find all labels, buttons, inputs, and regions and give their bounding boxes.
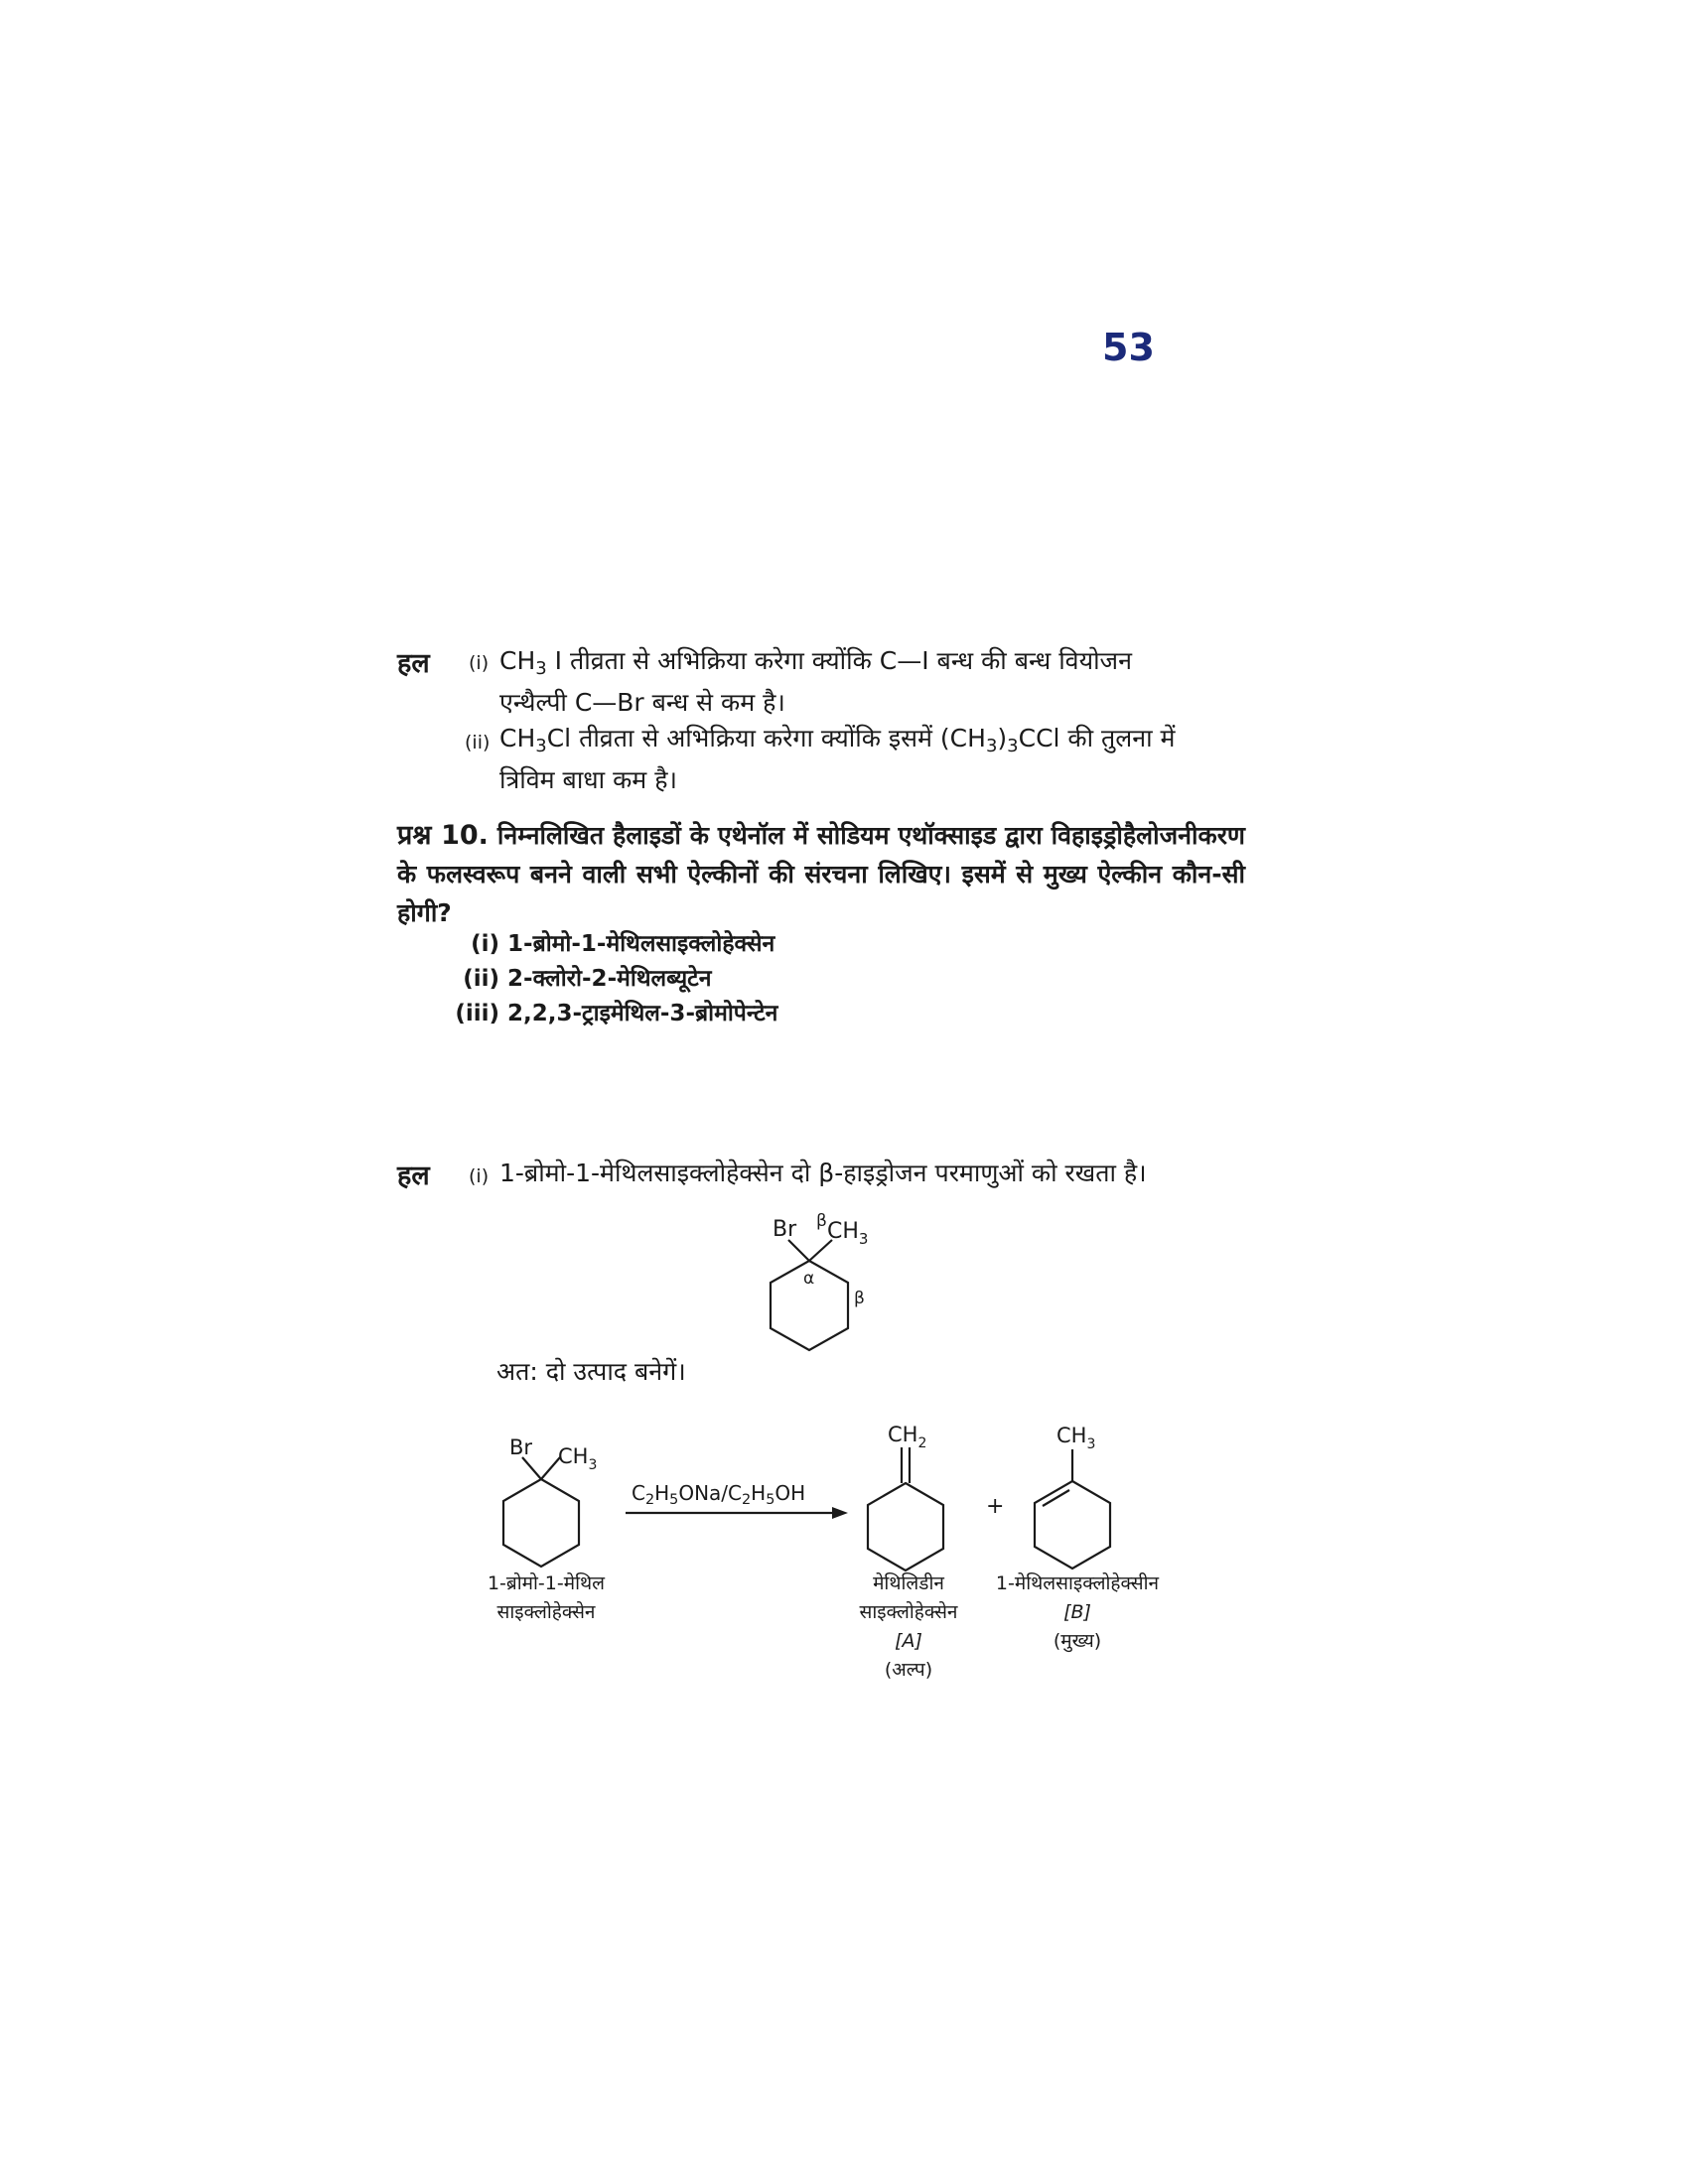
- question-10: [397, 816, 1245, 932]
- ch2-label: $CH_2$: [888, 1423, 927, 1451]
- cyclohexane-ring: [503, 1479, 579, 1567]
- reactant-name: 1-ब्रोमो-1-मेथिल साइक्लोहेक्सेन: [487, 1572, 606, 1623]
- beta2-label: β: [854, 1289, 865, 1308]
- question-items: [452, 927, 849, 1031]
- product-b-name: 1-मेथिलसाइक्लोहेक्सीन [B] (मुख्य): [995, 1572, 1160, 1652]
- product-a-name: मेथिलिडीन साइक्लोहेक्सेन [A] (अल्प): [859, 1572, 958, 1681]
- answer1-part-i-line2: एन्थैल्पी C—Br बन्ध से कम है।: [499, 688, 785, 717]
- bromomethylcyclohexane-structure: [755, 1196, 904, 1355]
- ch3-label: $CH_3$: [558, 1444, 598, 1473]
- answer1-part-ii-line2: त्रिविम बाधा कम है।: [499, 765, 677, 794]
- ch3-label: $CH_3$: [827, 1219, 869, 1248]
- question-item: (iii) 2,2,3-ट्राइमेथिल-3-ब्रोमोपेन्टेन: [455, 1001, 778, 1026]
- answer2-text: 1-ब्रोमो-1-मेथिलसाइक्लोहेक्सेन दो β-हाइड्रोजन परमाणुओं को रखता है।: [499, 1159, 1147, 1187]
- page-number: 53: [1102, 326, 1155, 369]
- br-label: Br: [773, 1217, 797, 1242]
- answer-label: हल: [397, 1160, 430, 1191]
- c-br-bond: [788, 1240, 809, 1261]
- alpha-label: α: [803, 1269, 815, 1289]
- cyclohexene-ring: [1035, 1481, 1110, 1569]
- reagent-label: $C_2H_5ONa/C_2H_5OH$: [632, 1481, 806, 1509]
- ch3-label: $CH_3$: [1056, 1424, 1096, 1452]
- plus-sign: +: [986, 1494, 1005, 1519]
- answer1-part-i-line1: $CH_3$ I तीव्रता से अभिक्रिया करेगा क्योंकि C—I बन्ध की बन्ध वियोजन: [499, 646, 1132, 680]
- answer2-marker: (i): [469, 1165, 490, 1187]
- question-label: प्रश्न 10.: [397, 820, 489, 851]
- c-br-bond: [522, 1457, 541, 1479]
- beta-label: β: [816, 1211, 827, 1231]
- answer-label: हल: [397, 648, 430, 679]
- question-item: (i) 1-ब्रोमो-1-मेथिलसाइक्लोहेक्सेन: [471, 931, 775, 957]
- hence-text: अत: दो उत्पाद बनेगें।: [496, 1357, 686, 1386]
- answer1-part-i-marker: (i): [469, 652, 490, 674]
- reactant-structure: [477, 1420, 616, 1569]
- ring-double-bond: [1043, 1490, 1069, 1506]
- cyclohexane-ring: [868, 1483, 943, 1570]
- product-a-structure: [854, 1420, 963, 1569]
- question-text: निम्नलिखित हैलाइडों के एथेनॉल में सोडियम एथॉक्साइड द्वारा विहाइड्रोहैलोजनीकरण के फलस्वरूप बनने वाली सभी ऐल्कीनों की संरचना लिखिए। इसमें से मुख्य ऐल्कीन कौन-सी होगी?: [397, 821, 1245, 927]
- br-label: Br: [509, 1435, 533, 1459]
- arrow-head: [832, 1507, 848, 1519]
- reaction-arrow: [624, 1503, 852, 1523]
- answer1-part-ii-marker: (ii): [465, 732, 491, 753]
- question-item: (ii) 2-क्लोरो-2-मेथिलब्यूटेन: [463, 966, 712, 992]
- product-b-structure: [1023, 1420, 1132, 1569]
- answer1-part-ii-line1: $CH_3Cl$ तीव्रता से अभिक्रिया करेगा क्योंकि इसमें $(CH_3)_3CCl$ की तुलना में: [499, 724, 1176, 757]
